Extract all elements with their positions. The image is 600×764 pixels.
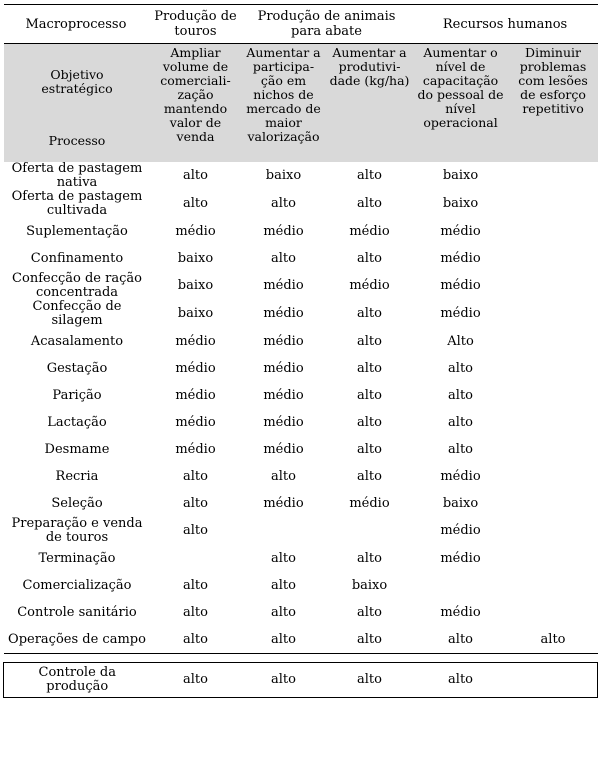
rating-cell: baixo: [265, 168, 302, 183]
process-name: Terminação: [38, 550, 116, 566]
rating-cell: [509, 436, 598, 463]
table-row: [4, 382, 598, 409]
process-name: Operações de campo: [8, 631, 146, 647]
rating-cell: alto: [357, 250, 382, 266]
rating-cell: baixo: [351, 577, 388, 593]
rating-cell: [509, 162, 598, 190]
process-name: Confinamento: [30, 250, 124, 266]
objective-cell: Aumentar a participa-ção em nichos de mercado de maior valorização: [241, 44, 327, 163]
separator-cell: [327, 654, 413, 663]
rating-cell: [151, 545, 241, 572]
rating-cell: Alto: [447, 333, 474, 349]
rating-cell: alto: [357, 360, 382, 376]
rating-cell: alto: [183, 604, 208, 620]
rating-cell: alto: [357, 168, 382, 183]
rating-cell: alto: [540, 631, 566, 647]
rating-cell: alto: [183, 495, 208, 511]
rating-cell: [509, 572, 598, 599]
rating-cell: médio: [440, 223, 481, 239]
rating-cell: [509, 355, 598, 382]
process-name: Oferta de pastagem cultivada: [11, 189, 143, 218]
rating-cell: médio: [440, 250, 481, 266]
rating-cell: médio: [263, 306, 304, 321]
process-label: Processo: [4, 120, 151, 162]
objective-cell: Diminuir problemas com lesões de esforço repetitivo: [509, 44, 598, 163]
rating-cell: [509, 190, 598, 218]
rating-cell: alto: [357, 196, 382, 211]
rating-cell: alto: [271, 550, 296, 566]
rating-cell: baixo: [177, 306, 214, 321]
rating-cell: médio: [440, 523, 481, 538]
rating-cell: alto: [241, 663, 327, 698]
rating-cell: [509, 272, 598, 300]
process-name: Confecção de ração concentrada: [12, 271, 142, 300]
rating-cell: [241, 517, 327, 545]
table-row-controle-producao: [4, 663, 598, 698]
rating-cell: médio: [175, 333, 216, 349]
rating-cell: [509, 490, 598, 517]
rating-cell: médio: [175, 223, 216, 239]
process-name: Controle sanitário: [17, 604, 137, 620]
rating-cell: médio: [263, 223, 304, 239]
table-row: [4, 517, 598, 545]
rating-cell: médio: [263, 278, 304, 293]
separator-cell: [509, 654, 598, 663]
rating-cell: médio: [349, 278, 390, 293]
process-name: Confecção de silagem: [32, 299, 122, 328]
rating-cell: baixo: [442, 196, 479, 211]
rating-cell: médio: [349, 495, 390, 511]
rating-cell: [509, 328, 598, 355]
separator-cell: [151, 654, 241, 663]
rating-cell: alto: [183, 168, 208, 183]
objective-cell: Aumentar o nível de capacitação do pessoal de nível operacional: [413, 44, 509, 163]
rating-cell: médio: [263, 414, 304, 430]
rating-cell: alto: [448, 631, 473, 647]
objective-cell: Ampliar volume de comerciali-zação mantendo valor de venda: [151, 44, 241, 163]
rating-cell: alto: [271, 196, 296, 211]
rating-cell: médio: [263, 387, 304, 403]
rating-cell: alto: [183, 196, 208, 211]
rating-cell: alto: [271, 577, 296, 593]
table-row: [4, 355, 598, 382]
rating-cell: alto: [183, 577, 208, 593]
rating-cell: médio: [175, 414, 216, 430]
rating-cell: [509, 409, 598, 436]
rating-cell: [509, 599, 598, 626]
rating-cell: baixo: [177, 278, 214, 293]
group-producao-abate: Produção de animais para abate: [241, 5, 413, 44]
rating-cell: baixo: [442, 168, 479, 183]
rating-cell: médio: [263, 360, 304, 376]
table-row: [4, 328, 598, 355]
process-name: Acasalamento: [30, 333, 124, 349]
process-name: Recria: [55, 468, 99, 484]
rating-cell: médio: [175, 360, 216, 376]
rating-cell: alto: [183, 631, 208, 647]
table-row: [4, 409, 598, 436]
rating-cell: médio: [440, 550, 481, 566]
rating-cell: médio: [440, 278, 481, 293]
rating-cell: médio: [440, 306, 481, 321]
rating-cell: médio: [175, 387, 216, 403]
rating-cell: alto: [413, 663, 509, 698]
rating-cell: baixo: [177, 250, 214, 266]
rating-cell: alto: [357, 604, 382, 620]
table-row: [4, 436, 598, 463]
objective-label: Objetivo estratégico: [4, 44, 151, 121]
process-name: Seleção: [51, 495, 103, 511]
rating-cell: médio: [175, 441, 216, 457]
rating-cell: [509, 463, 598, 490]
rating-cell: [327, 517, 413, 545]
rating-cell: baixo: [442, 495, 479, 511]
process-objective-table: [3, 4, 597, 698]
rating-cell: [509, 382, 598, 409]
table-row: [4, 626, 598, 654]
row-separator: [4, 654, 598, 663]
rating-cell: [509, 245, 598, 272]
rating-cell: alto: [357, 631, 382, 647]
rating-cell: alto: [271, 604, 296, 620]
rating-cell: alto: [448, 360, 473, 376]
rating-cell: [413, 572, 509, 599]
objective-row: [4, 44, 598, 121]
table-row: [4, 599, 598, 626]
objective-cell: Aumentar a produtivi-dade (kg/ha): [327, 44, 413, 163]
table-row: [4, 463, 598, 490]
rating-cell: alto: [271, 250, 296, 266]
rating-cell: [509, 545, 598, 572]
rating-cell: [509, 663, 598, 698]
process-name: Parição: [52, 387, 102, 403]
rating-cell: alto: [357, 550, 382, 566]
process-name: Lactação: [47, 414, 107, 430]
matrix-table: [3, 4, 598, 698]
rating-cell: alto: [271, 631, 296, 647]
group-recursos-humanos: Recursos humanos: [413, 5, 598, 44]
rating-cell: médio: [263, 495, 304, 511]
separator-cell: [4, 654, 151, 663]
rating-cell: médio: [263, 441, 304, 457]
rating-cell: médio: [349, 223, 390, 239]
table-row: [4, 272, 598, 300]
rating-cell: alto: [448, 441, 473, 457]
process-name: Desmame: [44, 441, 110, 457]
rating-cell: alto: [357, 441, 382, 457]
table-row: [4, 245, 598, 272]
rating-cell: alto: [271, 468, 296, 484]
rating-cell: alto: [183, 468, 208, 484]
table-row: [4, 162, 598, 190]
separator-cell: [241, 654, 327, 663]
rating-cell: alto: [357, 414, 382, 430]
rating-cell: alto: [357, 333, 382, 349]
rating-cell: alto: [448, 387, 473, 403]
process-name: Preparação e venda de touros: [11, 516, 143, 545]
rating-cell: alto: [357, 387, 382, 403]
rating-cell: médio: [263, 333, 304, 349]
rating-cell: alto: [151, 663, 241, 698]
macroprocesso-header: Macroprocesso: [4, 5, 151, 44]
rating-cell: [509, 218, 598, 245]
separator-cell: [413, 654, 509, 663]
table-row: [4, 300, 598, 328]
rating-cell: [509, 517, 598, 545]
process-name: Controle da produção: [4, 663, 151, 698]
rating-cell: alto: [357, 468, 382, 484]
group-producao-touros: Produção de touros: [151, 5, 241, 44]
process-name: Gestação: [46, 360, 108, 376]
rating-cell: alto: [357, 306, 382, 321]
process-name: Comercialização: [22, 577, 132, 593]
table-row: [4, 218, 598, 245]
rating-cell: alto: [327, 663, 413, 698]
table-row: [4, 190, 598, 218]
rating-cell: médio: [440, 604, 481, 620]
rating-cell: [509, 300, 598, 328]
table-row: [4, 572, 598, 599]
rating-cell: alto: [183, 523, 208, 538]
table-row: [4, 545, 598, 572]
process-name: Suplementação: [26, 223, 128, 239]
table-row: [4, 490, 598, 517]
rating-cell: alto: [448, 414, 473, 430]
header-row: [4, 5, 598, 44]
rating-cell: médio: [440, 468, 481, 484]
process-name: Oferta de pastagem nativa: [11, 161, 143, 190]
